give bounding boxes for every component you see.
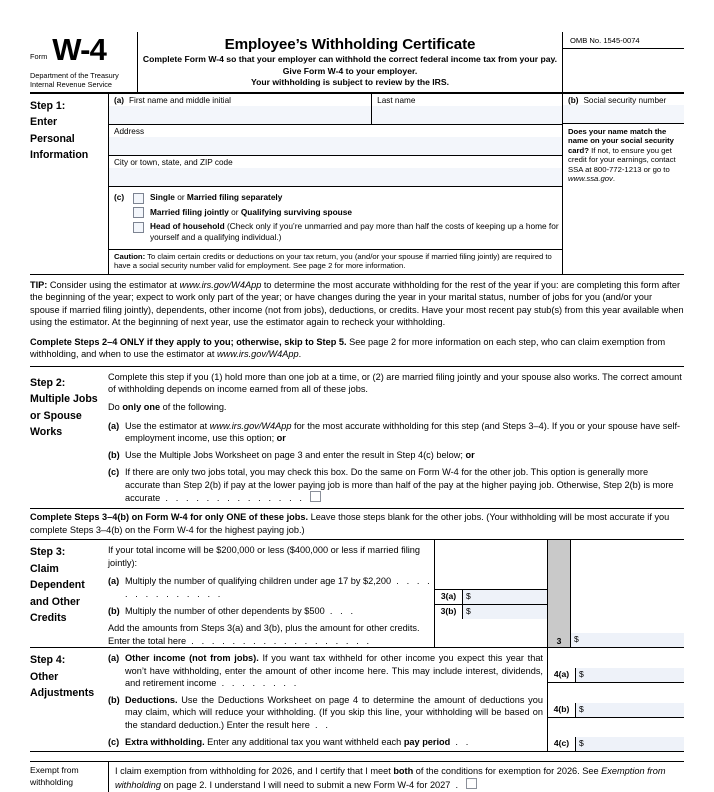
complete-steps-paragraph bbox=[30, 336, 684, 361]
filing-status-row-hoh[interactable] bbox=[109, 220, 562, 245]
step-2-option-a bbox=[108, 420, 682, 445]
line-4c-tag: 4(c) bbox=[553, 738, 570, 749]
step-3-label-line-2: Claim bbox=[30, 562, 59, 575]
step-3-section bbox=[30, 540, 684, 648]
option-b-or: or bbox=[465, 450, 475, 461]
first-name-field-group bbox=[109, 94, 372, 124]
field-c-tag: (c) bbox=[114, 192, 125, 202]
ssn-help-note bbox=[563, 124, 684, 187]
ssn-label-row bbox=[563, 94, 684, 105]
line-3a-input[interactable]: $ bbox=[462, 590, 547, 604]
line-4c-input[interactable]: $ bbox=[575, 737, 684, 751]
header-subtitle-2: Give Form W-4 to your employer. bbox=[282, 65, 418, 76]
filing-status-joint-label bbox=[150, 207, 352, 218]
name-row bbox=[109, 94, 562, 125]
ssn-note-question: Does your name match the name on your social security card? bbox=[568, 126, 674, 155]
filing-status-group bbox=[109, 187, 562, 249]
step-3-line-number-column bbox=[547, 540, 571, 647]
step-3-option-b-tag: (b) bbox=[108, 605, 120, 616]
complete-steps-rest: See page 2 for more information on each step, who can claim exemption from withholding, and when to use the estimator at bbox=[30, 336, 666, 360]
step-3-total-body: Add the amounts from Steps 3(a) and 3(b), plus the amount for other credits. Enter the total here bbox=[108, 623, 420, 646]
first-name-label: First name and middle initial bbox=[129, 95, 231, 105]
line-3a-row bbox=[435, 589, 547, 604]
step-3-option-a bbox=[108, 575, 434, 600]
field-b-tag: (b) bbox=[568, 95, 579, 105]
step-2-label-line-3: or Spouse bbox=[30, 409, 82, 422]
tip-block bbox=[30, 275, 684, 367]
step-3-grid bbox=[108, 540, 684, 647]
first-name-label-row bbox=[109, 94, 371, 106]
step-4-label-line-3: Adjustments bbox=[30, 687, 95, 700]
tax-year-box bbox=[563, 49, 684, 87]
step-1-fields bbox=[108, 94, 563, 274]
step-4-c-bold: Extra withholding. bbox=[125, 737, 205, 748]
option-a-or: or bbox=[276, 432, 286, 443]
filing-single-mid: or bbox=[174, 192, 187, 202]
step-4-option-c-text bbox=[125, 736, 547, 748]
step-2-label-line-4: Works bbox=[30, 426, 63, 439]
first-name-input[interactable] bbox=[109, 106, 371, 124]
filing-single-bold2: Married filing separately bbox=[186, 192, 283, 202]
option-c-dots: . . . . . . . . . . . . . . bbox=[160, 493, 310, 504]
step-3-label-line-1: Step 3: bbox=[30, 546, 66, 559]
step-3-total-text bbox=[108, 622, 434, 647]
step-2-option-b-text bbox=[125, 449, 682, 461]
form-word-label: Form bbox=[30, 52, 48, 61]
city-label: City or town, state, and ZIP code bbox=[109, 156, 562, 168]
exempt-label-line-1: Exempt from bbox=[30, 765, 79, 776]
step-2-option-c-text bbox=[125, 466, 682, 504]
step-2-section bbox=[30, 367, 684, 510]
filing-hoh-bold: Head of household bbox=[150, 221, 225, 231]
step-3-a-dots: . . . . . . . . . . . . . . bbox=[125, 576, 433, 599]
line-4b-cell bbox=[548, 683, 684, 718]
step-1-label-line-1: Step 1: bbox=[30, 99, 66, 112]
ssn-block bbox=[563, 94, 684, 274]
option-c-body: If there are only two jobs total, you may check this box. Do the same on Form W-4 for the other job. This option is generally more accurate than Step 2(b) if pay at the lower paying job is more than half of the pay at the higher paying job. Otherwise, Step 2(b) is more accurate bbox=[125, 467, 674, 504]
do-suffix: of the following. bbox=[160, 402, 227, 413]
step-4-option-c-tag: (c) bbox=[108, 737, 120, 748]
ssn-note-body: If not, to ensure you get credit for your earnings, contact SSA at 800-772-1213 or go to bbox=[568, 145, 676, 174]
checkbox-married-joint-icon[interactable] bbox=[133, 207, 144, 218]
header-title-block bbox=[138, 32, 563, 92]
line-4b-tag: 4(b) bbox=[553, 703, 570, 714]
step-4-a-bold: Other income (not from jobs). bbox=[125, 653, 259, 664]
filing-status-hoh-label bbox=[150, 221, 562, 243]
step-3-option-b bbox=[108, 605, 434, 617]
address-field-group bbox=[109, 125, 562, 156]
address-label: Address bbox=[109, 125, 562, 137]
step-4-a-body: If you want tax withheld for other income you expect this year that won’t have withholding, enter the amount of other income here. This may include interest, dividends, and retirement income bbox=[125, 653, 543, 688]
do-prefix: Do bbox=[108, 402, 123, 413]
step-4-option-b-tag: (b) bbox=[108, 695, 120, 706]
step-4-option-b bbox=[108, 694, 547, 731]
w4app-link-steps[interactable]: www.irs.gov/W4App bbox=[216, 349, 299, 360]
step-2-body bbox=[108, 371, 684, 505]
step-4-c-dots: . . bbox=[450, 737, 471, 748]
checkbox-two-jobs-icon[interactable] bbox=[310, 491, 321, 502]
step-1-label bbox=[30, 94, 108, 274]
tip-paragraph bbox=[30, 279, 684, 329]
city-input[interactable] bbox=[109, 168, 562, 186]
ssn-label: Social security number bbox=[583, 95, 667, 105]
option-a-post: for the most accurate withholding for this step (and Steps 3–4). If you or your spouse have self-employment income, use this option; bbox=[125, 420, 681, 443]
option-b-body: Use the Multiple Jobs Worksheet on page 3 and enter the result in Step 4(c) below; bbox=[125, 450, 466, 461]
step-4-b-body: Use the Deductions Worksheet on page 4 to determine the amount of deductions you may claim, which will reduce your withholding. (If you skip this line, your withholding will be based on the standard deduction.) Enter the result here bbox=[125, 695, 543, 730]
line-3-number: 3 bbox=[548, 636, 570, 646]
omb-number: OMB No. 1545-0074 bbox=[563, 32, 684, 49]
line-4a-tag: 4(a) bbox=[553, 668, 570, 679]
step-3-intro: If your total income will be $200,000 or less ($400,000 or less if married filing jointly): bbox=[108, 545, 421, 568]
filing-hoh-rest: (Check only if you’re unmarried and pay more than half the costs of keeping up a home for yourself and a qualifying individual.) bbox=[150, 221, 559, 242]
filing-status-row-single[interactable] bbox=[109, 191, 562, 206]
step-3-option-a-text bbox=[125, 575, 434, 600]
step-2-option-b bbox=[108, 449, 682, 461]
line-4a-input[interactable]: $ bbox=[575, 668, 684, 682]
step-4-section bbox=[30, 648, 684, 752]
complete-steps-end: . bbox=[298, 349, 302, 360]
step-1-label-line-2: Enter bbox=[30, 116, 58, 128]
last-name-label: Last name bbox=[372, 94, 562, 106]
header-subtitle-1: Complete Form W-4 so that your employer can withhold the correct federal income tax from your pay. bbox=[142, 54, 558, 64]
exempt-dots: . bbox=[450, 779, 466, 790]
caution-note bbox=[109, 249, 562, 274]
header-subtitle-3: Your withholding is subject to review by the IRS. bbox=[251, 77, 449, 87]
filing-joint-mid: or bbox=[228, 206, 241, 217]
step-2-footer-bold: Complete Steps 3–4(b) on Form W-4 for only ONE of these jobs. bbox=[30, 512, 309, 523]
exempt-label-line-2: withholding bbox=[30, 776, 73, 787]
step-3-b-dots: . . . bbox=[324, 605, 356, 616]
form-identity bbox=[30, 32, 137, 65]
step-3-total-column bbox=[571, 540, 684, 647]
step-2-do-one bbox=[108, 401, 682, 413]
form-header bbox=[30, 32, 684, 94]
step-1-label-line-3: Personal bbox=[30, 132, 75, 145]
step-4-label-line-1: Step 4: bbox=[30, 654, 66, 667]
do-only-one: only one bbox=[122, 402, 161, 413]
filing-single-bold: Single bbox=[150, 192, 175, 202]
step-3-label bbox=[30, 540, 108, 647]
exempt-statement bbox=[108, 762, 684, 791]
step-4-option-b-text bbox=[125, 694, 547, 731]
line-4c-row bbox=[548, 737, 684, 751]
filing-status-row-joint[interactable] bbox=[109, 205, 562, 220]
option-a-pre: Use the estimator at bbox=[125, 420, 210, 431]
step-4-body bbox=[108, 648, 547, 751]
line-4a-row bbox=[548, 668, 684, 682]
filing-status-single-label bbox=[150, 192, 282, 203]
caution-label: Caution: bbox=[114, 251, 146, 261]
agency-line-2: Internal Revenue Service bbox=[30, 80, 112, 89]
step-3-b-body: Multiply the number of other dependents by $500 bbox=[125, 605, 325, 616]
header-right-block bbox=[563, 32, 684, 92]
step-4-b-dots: . . bbox=[309, 719, 331, 730]
ssn-input[interactable] bbox=[563, 105, 684, 124]
page-title: Employee’s Withholding Certificate bbox=[224, 36, 476, 53]
w4app-link-tip[interactable]: www.irs.gov/W4App bbox=[179, 279, 262, 290]
city-field-group bbox=[109, 156, 562, 187]
step-3-amount-spacer bbox=[435, 540, 547, 589]
tip-text-2: to determine the most accurate withholding for the rest of the year if you: are completing this form after the beginning of the year; expect to work only part of the year; or have changes during the year in your marital status, number of jobs for you (and/or your spouse if married filing jointly), dependents, other income (not from jobs), deductions, or credits. Have your most recent pay stub(s) from this year available when using the estimator. At the beginning of next year, use the estimator again to recheck your withholding. bbox=[30, 279, 684, 328]
step-2-label bbox=[30, 371, 108, 505]
tip-label: TIP: bbox=[30, 279, 48, 290]
step-3-a-body: Multiply the number of qualifying children under age 17 by $2,200 bbox=[125, 576, 392, 587]
line-4c-cell bbox=[548, 718, 684, 752]
exempt-both: both bbox=[393, 766, 414, 777]
checkbox-single-icon[interactable] bbox=[133, 193, 144, 204]
step-4-option-a bbox=[108, 652, 547, 689]
step-3-total-dots: . . . . . . . . . . . . . . . . . . bbox=[186, 635, 372, 646]
step-3-amount-bottom-spacer bbox=[435, 619, 547, 647]
step-3-label-line-3: Dependent bbox=[30, 579, 85, 592]
step-2-footer bbox=[30, 509, 684, 540]
exempt-label bbox=[30, 762, 108, 791]
checkbox-exempt-icon[interactable] bbox=[466, 778, 477, 789]
line-3-total-input[interactable]: $ bbox=[571, 633, 684, 647]
line-3b-row bbox=[435, 604, 547, 619]
w4app-link-step2[interactable]: www.irs.gov/W4App bbox=[209, 420, 292, 431]
ssa-website-link[interactable]: www.ssa.gov bbox=[568, 174, 613, 184]
step-4-a-dots: . . . . . . . . bbox=[216, 677, 299, 688]
complete-steps-bold: Complete Steps 2–4 ONLY if they apply to you; otherwise, skip to Step 5. bbox=[30, 336, 347, 347]
exempt-text-1: I claim exemption from withholding for 2026, and I certify that I meet bbox=[115, 766, 394, 777]
step-4-option-a-text bbox=[125, 652, 547, 689]
w4-form bbox=[30, 0, 684, 792]
exempt-italic-ref: Exemption from withholding bbox=[115, 766, 666, 790]
step-2-option-a-text bbox=[125, 420, 682, 445]
line-3b-tag: 3(b) bbox=[440, 606, 457, 617]
field-a-tag: (a) bbox=[114, 95, 125, 105]
step-3-label-line-5: Credits bbox=[30, 612, 67, 625]
step-4-c-bold2: pay period bbox=[403, 737, 451, 748]
ssn-note-period: . bbox=[612, 174, 615, 184]
step-3-amount-column bbox=[434, 540, 547, 647]
tip-text-1: Consider using the estimator at bbox=[47, 279, 180, 290]
step-1-section bbox=[30, 94, 684, 275]
exempt-section bbox=[30, 761, 684, 791]
agency-line-1: Department of the Treasury bbox=[30, 71, 119, 80]
step-4-option-c bbox=[108, 736, 547, 748]
caution-text: To claim certain credits or deductions on your tax return, you (and/or your spouse if married filing jointly) are required to have a social security number valid for employment. See page 2 for more information. bbox=[114, 251, 552, 271]
header-left-block bbox=[30, 32, 138, 92]
line-3b-input[interactable]: $ bbox=[462, 605, 547, 619]
step-4-option-a-tag: (a) bbox=[108, 653, 120, 664]
step-2-intro: Complete this step if you (1) hold more than one job at a time, or (2) are married filing jointly and your spouse also works. The correct amount of withholding depends on income earned from all of these jobs. bbox=[108, 371, 682, 394]
step-2-option-a-tag: (a) bbox=[108, 420, 120, 431]
step-4-amount-column bbox=[547, 648, 684, 751]
line-3a-tag: 3(a) bbox=[440, 591, 457, 602]
filing-joint-bold: Married filing jointly bbox=[150, 206, 229, 217]
last-name-field-group bbox=[372, 94, 562, 124]
step-3-label-line-4: and Other bbox=[30, 595, 81, 608]
step-2-option-c bbox=[108, 466, 682, 504]
step-3-option-b-text bbox=[125, 605, 434, 617]
step-4-label-line-2: Other bbox=[30, 670, 59, 683]
line-4b-input[interactable]: $ bbox=[575, 703, 684, 717]
step-2-label-line-1: Step 2: bbox=[30, 376, 66, 389]
step-2-footer-paragraph bbox=[30, 511, 684, 536]
line-4b-row bbox=[548, 703, 684, 717]
step-4-c-body: Enter any additional tax you want withheld each bbox=[204, 737, 404, 748]
step-2-option-b-tag: (b) bbox=[108, 450, 120, 461]
form-number: W-4 bbox=[52, 32, 107, 67]
exempt-text-2: of the conditions for exemption for 2026. See bbox=[413, 766, 602, 777]
step-2-option-c-tag: (c) bbox=[108, 467, 120, 478]
step-3-total-spacer bbox=[571, 540, 684, 633]
address-input[interactable] bbox=[109, 137, 562, 155]
step-3-option-a-tag: (a) bbox=[108, 576, 120, 587]
filing-joint-bold2: Qualifying surviving spouse bbox=[240, 206, 352, 217]
line-4a-cell bbox=[548, 648, 684, 683]
step-2-label-line-2: Multiple Jobs bbox=[30, 393, 98, 406]
checkbox-head-of-household-icon[interactable] bbox=[133, 222, 144, 233]
agency-name bbox=[30, 71, 137, 89]
step-4-b-bold: Deductions. bbox=[125, 695, 178, 706]
step-4-label bbox=[30, 648, 108, 751]
last-name-input[interactable] bbox=[372, 106, 562, 124]
exempt-text-3: on page 2. I understand I will need to submit a new Form W-4 for 2027 bbox=[160, 779, 451, 790]
step-3-text-column bbox=[108, 540, 434, 647]
step-1-label-line-4: Information bbox=[30, 149, 89, 161]
step-2-footer-rest: Leave those steps blank for the other jobs. (Your withholding will be most accurate if you complete Steps 3–4(b) on the Form W-4 for the highest paying job.) bbox=[30, 512, 670, 535]
